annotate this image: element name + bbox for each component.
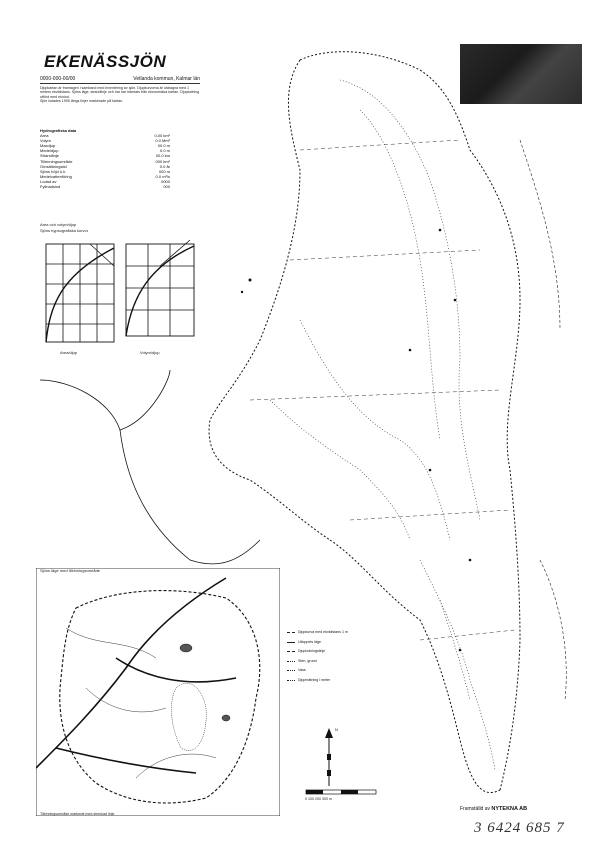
survey-note: Sjön lodades 1995 längs linjer markerade på kartan. [40, 99, 124, 104]
survey-lines [250, 140, 515, 640]
stat-row: Omsättningstid 0.0 år [40, 163, 170, 169]
legend-item: Vass [287, 666, 387, 676]
legend-item: Djupkurva med ekvidistans 1 m [287, 628, 387, 638]
scale-label: 0 100 200 300 m [305, 797, 332, 801]
inset-caption: Tillrinningsområde markerat med streckad linje [40, 812, 115, 816]
stat-row: Lodad av 0000 [40, 178, 170, 184]
stat-row: Medelvattenföring 0.0 m³/s [40, 173, 170, 179]
legend-item: Djupmätning i meter [287, 676, 387, 686]
north-arrow-icon [322, 728, 336, 790]
graph1-label: Area/djup [60, 350, 78, 355]
stat-row: Medeldjup 0.0 m [40, 148, 170, 154]
legend-symbol [287, 632, 295, 633]
map-id-code: 0000-000-00/00 [40, 76, 76, 82]
stat-row: Area 0.00 km² [40, 133, 170, 139]
stat-row: Strandlinje 00.0 km [40, 153, 170, 159]
producer-name: NYTEKNA AB [491, 806, 528, 812]
stats-heading: Hydrografiska data [40, 128, 77, 133]
stat-row: Maxdjup 00.0 m [40, 143, 170, 149]
graph-note: Sjöns hypsografiska kurvor [40, 228, 89, 233]
legend-item: Djuplodningslinje [287, 647, 387, 657]
legend-symbol [287, 670, 295, 671]
legend-symbol [287, 680, 295, 681]
graph2-label: Volym/djup [140, 350, 160, 355]
graph-caption: Area och volym/djup [40, 222, 77, 227]
legend-symbol [287, 642, 295, 643]
scale-bar [305, 788, 377, 796]
east-shore-roads [520, 140, 566, 700]
legend-symbol [287, 661, 295, 662]
producer-label: Framställd av [460, 806, 491, 812]
inset-location-map [36, 568, 280, 816]
stat-row: Sjöns höjd ö.h. 000 m [40, 168, 170, 174]
map-legend [287, 628, 387, 685]
legend-symbol [287, 651, 295, 652]
stat-row: Volym 0.0 Mm³ [40, 138, 170, 144]
stat-row: Tillrinningsområde 000 km² [40, 158, 170, 164]
legend-item: Utloppets läge [287, 638, 387, 648]
producer-credit [460, 806, 527, 812]
map-title: EKENÄSSJÖN [44, 52, 167, 71]
inset-title: Sjöns läge med tillrinningsområde [40, 568, 101, 573]
archive-stamp: 3 6424 685 7 [474, 820, 565, 836]
stat-row: Fyllnadslod 000 [40, 184, 170, 190]
legend-item: Sten, grund [287, 657, 387, 667]
west-shore-road [40, 370, 260, 564]
north-label: N [335, 727, 338, 732]
municipality-label: Vetlanda kommun, Kalmar län [133, 76, 200, 82]
intro-paragraph: Djupkartan är framtagen i samband med inventering av sjön. Djupkurvorna är utdragna med 1 meters ekvidistans. Sjöns läge, strandlinje och öar har hämtats från ekonomiska kartan. Djuplodning utförd med ekolod. [40, 86, 200, 99]
